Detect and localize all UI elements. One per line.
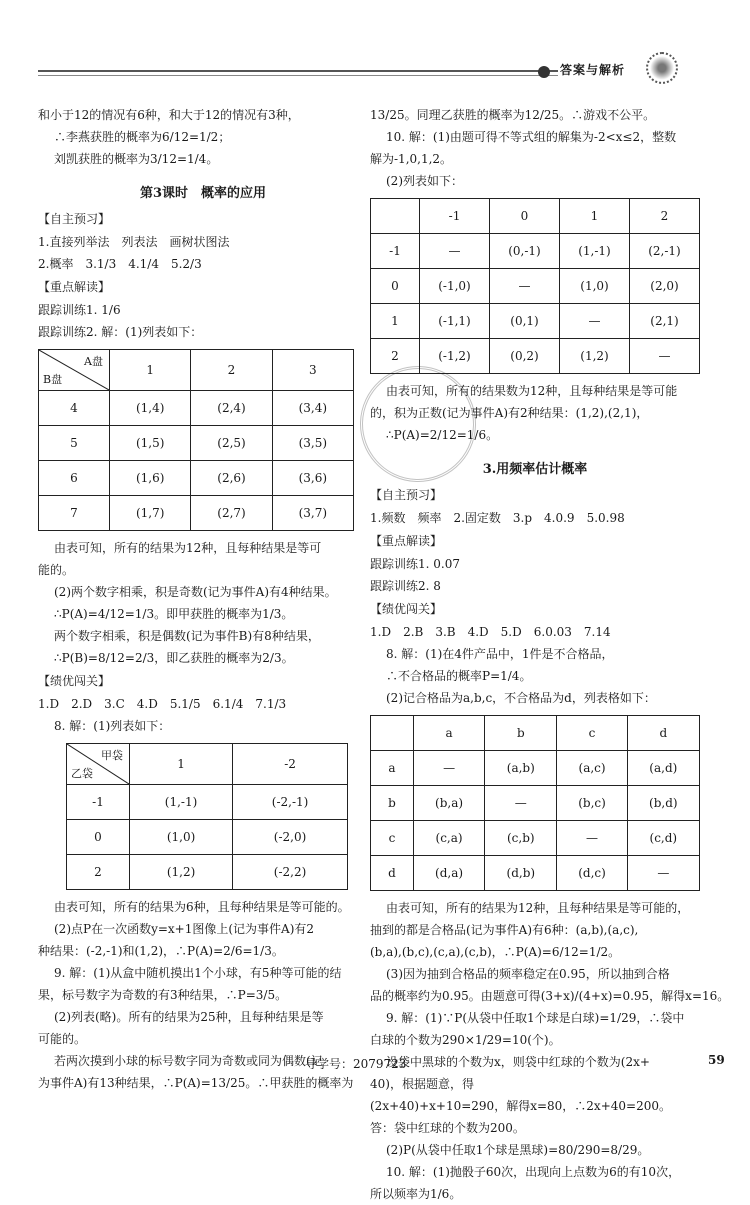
table-header: 1 [130, 744, 233, 785]
page-number: 59 [708, 1053, 725, 1067]
text-line: 8. 解：(1)在4件产品中，1件是不合格品， [386, 647, 614, 661]
table-cell: (b,d) [627, 786, 699, 821]
table-cell: (2,4) [191, 391, 272, 426]
text-line: 果，标号数字为奇数的有3种结果，∴P=3/5。 [38, 988, 288, 1002]
guide-number: 导学号：2079723 [305, 1057, 407, 1071]
text-line: (2)点P在一次函数y=x+1图像上(记为事件A)有2 [54, 922, 315, 936]
table-cell: (0,1) [490, 304, 560, 339]
table-cell: (1,-1) [130, 785, 233, 820]
table-row [371, 234, 700, 269]
table-cell: (-2,0) [233, 820, 348, 855]
text-line: (2)P(从袋中任取1个球是黑球)=80/290=8/29。 [386, 1143, 650, 1157]
subsection-label: 【绩优闯关】 [38, 674, 111, 688]
table-row [371, 751, 700, 786]
header-rule-thin [38, 75, 558, 76]
table-cell: — [485, 786, 557, 821]
table-cell: (2,6) [191, 461, 272, 496]
text-line: 跟踪训练2. 解：(1)列表如下： [38, 325, 203, 339]
table-cell: (a,c) [557, 751, 627, 786]
text-line: 10. 解：(1)由题可得不等式组的解集为-2<x≤2，整数 [386, 130, 677, 144]
text-line: ∴不合格品的概率P=1/4。 [386, 669, 532, 683]
table-cell: — [560, 304, 630, 339]
table-cell: (b,a) [414, 786, 485, 821]
table-cell: — [420, 234, 490, 269]
text-line: 9. 解：(1)从盒中随机摸出1个小球，有5种等可能的结 [54, 966, 342, 980]
section-title: 第3课时 概率的应用 [139, 186, 267, 201]
table-row [371, 269, 700, 304]
table-header: 1 [560, 199, 630, 234]
table-cell: (1,2) [130, 855, 233, 890]
table-cell: (3,4) [272, 391, 353, 426]
table-row [39, 461, 354, 496]
table-header: -1 [420, 199, 490, 234]
row-label: 6 [39, 461, 110, 496]
text-line: 答：袋中红球的个数为200。 [370, 1121, 525, 1135]
row-label: 2 [67, 855, 130, 890]
text-line: 1.D 2.B 3.B 4.D 5.D 6.0.03 7.14 [370, 625, 611, 639]
text-line: 抽到的都是合格品(记为事件A)有6种：(a,b),(a,c), [370, 923, 639, 937]
page-header [38, 58, 728, 88]
table-bags [66, 743, 348, 890]
left-column [38, 104, 368, 1094]
row-label: 0 [67, 820, 130, 855]
text-line: 13/25。同理乙获胜的概率为12/25。∴游戏不公平。 [370, 108, 656, 122]
text-line: ∴李燕获胜的概率为6/12=1/2； [54, 130, 231, 144]
table-cell: (1,5) [110, 426, 191, 461]
table-cell: d [371, 856, 414, 891]
table-cell: (1,4) [110, 391, 191, 426]
table-header [371, 199, 420, 234]
subsection-label: 【绩优闯关】 [370, 602, 443, 616]
text-line: 由表可知，所有的结果为6种，且每种结果是等可能的。 [54, 900, 350, 914]
table-header: c [557, 716, 627, 751]
text-line: 9. 解：(1)∵P(从袋中任取1个球是白球)=1/29，∴袋中 [386, 1011, 685, 1025]
table-header: d [627, 716, 699, 751]
table-cell: (2,7) [191, 496, 272, 531]
text-line: 8. 解：(1)列表如下： [54, 719, 171, 733]
text-line: 2.概率 3.1/3 4.1/4 5.2/3 [38, 257, 202, 271]
text-line: 10. 解：(1)抛骰子60次，出现向上点数为6的有10次， [386, 1165, 681, 1179]
table-cell: (1,6) [110, 461, 191, 496]
table-cell: (3,5) [272, 426, 353, 461]
table-header: 1 [110, 350, 191, 391]
text-line: 跟踪训练2. 8 [370, 579, 441, 593]
table-cell: (2,1) [630, 304, 700, 339]
row-label: 4 [39, 391, 110, 426]
table-row [371, 856, 700, 891]
subsection-label: 【自主预习】 [370, 488, 443, 502]
header-title: 答案与解析 [560, 63, 626, 77]
text-line: 设袋中黑球的个数为x，则袋中红球的个数为(2x+ [386, 1055, 650, 1069]
text-line: 所以频率为1/6。 [370, 1187, 462, 1201]
table-goods [370, 715, 700, 891]
table-cell: (0,-1) [490, 234, 560, 269]
header-rule [38, 70, 558, 72]
text-line: 1.频数 频率 2.固定数 3.p 4.0.9 5.0.98 [370, 511, 625, 525]
text-line: ∴P(A)=4/12=1/3。即甲获胜的概率为1/3。 [54, 607, 294, 621]
text-line: 若两次摸到小球的标号数字同为奇数或同为偶数(记 [54, 1054, 323, 1068]
table-cell: (c,a) [414, 821, 485, 856]
table-cell: (c,d) [627, 821, 699, 856]
table-header: 2 [630, 199, 700, 234]
table-row [371, 821, 700, 856]
text-line: ∴P(B)=8/12=2/3，即乙获胜的概率为2/3。 [54, 651, 294, 665]
table-header [371, 716, 414, 751]
table-cell: (a,b) [485, 751, 557, 786]
table-corner [67, 744, 130, 785]
text-line: (2x+40)+x+10=290，解得x=80，∴2x+40=200。 [370, 1099, 671, 1113]
text-line: (2)列表如下： [386, 174, 463, 188]
table-cell: (1,0) [560, 269, 630, 304]
table-cell: (a,d) [627, 751, 699, 786]
table-cell: (0,2) [490, 339, 560, 374]
table-cell: (2,-1) [630, 234, 700, 269]
table-cell: (1,2) [560, 339, 630, 374]
row-label: 5 [39, 426, 110, 461]
text-line: 种结果：(-2,-1)和(1,2)，∴P(A)=2/6=1/3。 [38, 944, 284, 958]
table-cell: (1,0) [130, 820, 233, 855]
table-corner [39, 350, 110, 391]
table-cell: (3,6) [272, 461, 353, 496]
text-line: (b,a),(b,c),(c,a),(c,b)，∴P(A)=6/12=1/2。 [370, 945, 621, 959]
table-cell: (3,7) [272, 496, 353, 531]
table-header: 3 [272, 350, 353, 391]
table-product [370, 198, 700, 374]
text-line: (2)两个数字相乘，积是奇数(记为事件A)有4种结果。 [54, 585, 337, 599]
text-line: 品的概率约为0.95。由题意可得(3+x)/(4+x)=0.95，解得x=16。 [370, 989, 730, 1003]
text-line: 的，积为正数(记为事件A)有2种结果：(1,2),(2,1)， [370, 406, 649, 420]
table-cell: (1,-1) [560, 234, 630, 269]
text-line: 由表可知，所有的结果数为12种，且每种结果是等可能 [386, 384, 678, 398]
table-header: b [485, 716, 557, 751]
logo-icon [646, 52, 678, 84]
table-header: a [414, 716, 485, 751]
text-line: 能的。 [38, 563, 75, 577]
bullet-icon [538, 66, 550, 78]
text-line: 可能的。 [38, 1032, 87, 1046]
table-cell: c [371, 821, 414, 856]
table-row [39, 391, 354, 426]
table-cell: (b,c) [557, 786, 627, 821]
table-cell: — [490, 269, 560, 304]
corner-top-label: 甲袋 [101, 749, 123, 762]
text-line: 刘凯获胜的概率为3/12=1/4。 [54, 152, 219, 166]
section-title: 3.用频率估计概率 [482, 462, 588, 477]
text-line: 1.直接列举法 列表法 画树状图法 [38, 235, 230, 249]
table-cell: — [414, 751, 485, 786]
subsection-label: 【重点解读】 [38, 280, 111, 294]
table-cell: — [627, 856, 699, 891]
text-line: (2)列表(略)。所有的结果为25种，且每种结果是等 [54, 1010, 324, 1024]
table-row [371, 786, 700, 821]
table-row [39, 426, 354, 461]
text-line: 白球的个数为290×1/29=10(个)。 [370, 1033, 561, 1047]
text-line: 40)，根据题意，得 [370, 1077, 474, 1091]
table-row [371, 304, 700, 339]
table-cell: (-1,2) [420, 339, 490, 374]
subsection-label: 【自主预习】 [38, 212, 111, 226]
text-line: (3)因为抽到合格品的频率稳定在0.95，所以抽到合格 [386, 967, 670, 981]
text-line: 跟踪训练1. 1/6 [38, 303, 121, 317]
table-cell: (-2,-1) [233, 785, 348, 820]
table-header: 2 [191, 350, 272, 391]
text-line: ∴P(A)=2/12=1/6。 [386, 428, 499, 442]
text-line: 和小于12的情况有6种，和大于12的情况有3种， [38, 108, 300, 122]
table-cell: 0 [371, 269, 420, 304]
table-cell: (-1,1) [420, 304, 490, 339]
table-row [67, 785, 348, 820]
table-row [39, 496, 354, 531]
table-cell: (-2,2) [233, 855, 348, 890]
table-cell: 1 [371, 304, 420, 339]
table-cell: (d,b) [485, 856, 557, 891]
table-cell: (2,5) [191, 426, 272, 461]
text-line: 解为-1,0,1,2。 [370, 152, 453, 166]
corner-bottom-label: 乙袋 [71, 767, 93, 780]
row-label: 7 [39, 496, 110, 531]
table-row [371, 339, 700, 374]
text-line: 为事件A)有13种结果，∴P(A)=13/25。∴甲获胜的概率为 [38, 1076, 354, 1090]
table-cell: (d,c) [557, 856, 627, 891]
text-line: 由表可知，所有的结果为12种，且每种结果是等可 [54, 541, 322, 555]
table-cell: 2 [371, 339, 420, 374]
text-line: 跟踪训练1. 0.07 [370, 557, 460, 571]
table-row [67, 820, 348, 855]
table-a-b [38, 349, 354, 531]
table-header: -2 [233, 744, 348, 785]
table-cell: a [371, 751, 414, 786]
corner-bottom-label: B盘 [43, 373, 63, 386]
table-cell: (-1,0) [420, 269, 490, 304]
table-cell: b [371, 786, 414, 821]
table-cell: (2,0) [630, 269, 700, 304]
text-line: 两个数字相乘，积是偶数(记为事件B)有8种结果， [54, 629, 320, 643]
table-row [67, 855, 348, 890]
text-line: (2)记合格品为a,b,c，不合格品为d，列表格如下： [386, 691, 656, 705]
table-cell: (c,b) [485, 821, 557, 856]
table-cell: (d,a) [414, 856, 485, 891]
corner-top-label: A盘 [84, 355, 103, 368]
table-cell: — [557, 821, 627, 856]
text-line: 由表可知，所有的结果为12种，且每种结果是等可能的， [386, 901, 690, 915]
table-cell: -1 [371, 234, 420, 269]
table-cell: — [630, 339, 700, 374]
text-line: 1.D 2.D 3.C 4.D 5.1/5 6.1/4 7.1/3 [38, 697, 287, 711]
row-label: -1 [67, 785, 130, 820]
table-header: 0 [490, 199, 560, 234]
subsection-label: 【重点解读】 [370, 534, 443, 548]
table-cell: (1,7) [110, 496, 191, 531]
